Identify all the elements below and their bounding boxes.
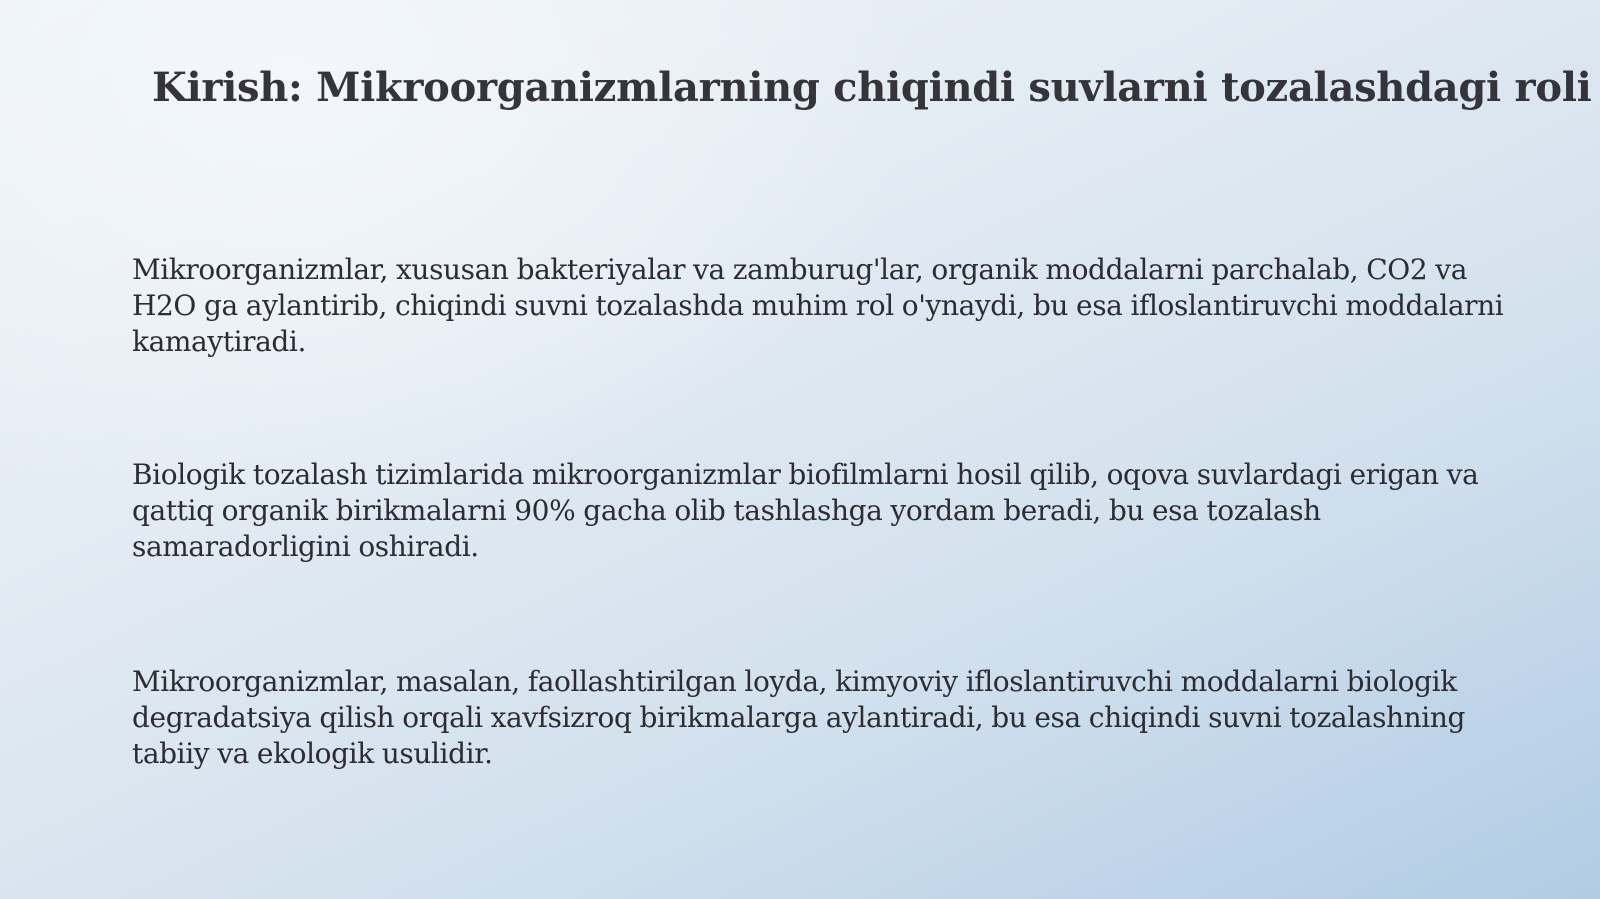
- paragraph-biofilm-systems: Biologik tozalash tizimlarida mikroorganizmlar biofilmlarni hosil qilib, oqova suvlardagi erigan va qattiq organik birikmalarni 90% gacha olib tashlashga yordam beradi, bu esa tozalash samaradorligini oshiradi.: [132, 458, 1479, 563]
- slide-title: Kirish: Mikroorganizmlarning chiqindi suvlarni tozalashdagi roli: [152, 64, 1592, 111]
- paragraph-activated-sludge: Mikroorganizmlar, masalan, faollashtirilgan loyda, kimyoviy ifloslantiruvchi moddalarni biologik degradatsiya qilish orqali xavfsizroq birikmalarga aylantiradi, bu esa chiqindi suvni tozalashning tabiiy va ekologik usulidir.: [132, 665, 1466, 770]
- paragraph-microorganisms-decompose: Mikroorganizmlar, xususan bakteriyalar va zamburug'lar, organik moddalarni parchalab, CO2 va H2O ga aylantirib, chiqindi suvni tozalashda muhim rol o'ynaydi, bu esa ifloslantiruvchi moddalarni kamaytiradi.: [132, 253, 1504, 358]
